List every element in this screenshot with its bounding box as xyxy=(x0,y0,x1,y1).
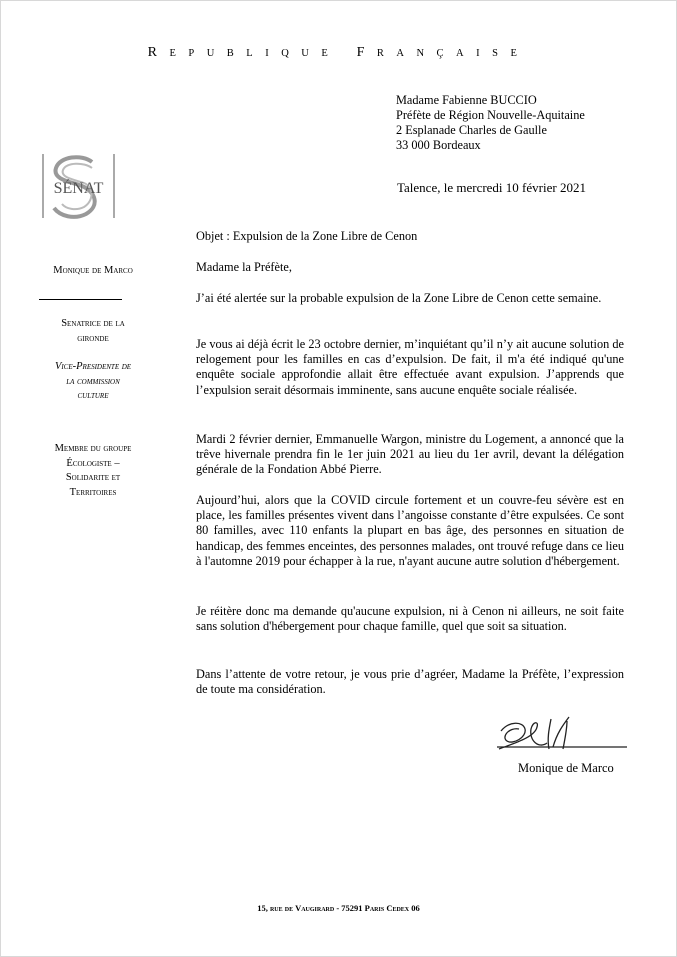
handwritten-signature xyxy=(495,713,630,763)
letter-date: Talence, le mercredi 10 février 2021 xyxy=(397,180,586,195)
header-initial-f: F xyxy=(356,45,377,60)
sidebar-group-line: Territoires xyxy=(69,486,117,498)
letter-paragraph: Mardi 2 février dernier, Emmanuelle Wargon, ministre du Logement, a annoncé que la trêve hivernale prendra fin le 1er juin 2021 au lieu du 1er avril, devant la délégation générale de la Fondation Abbé Pierre. xyxy=(196,432,624,477)
recipient-city: 33 000 Bordeaux xyxy=(396,138,481,152)
sidebar-divider xyxy=(39,299,122,300)
header-initial-r: R xyxy=(147,45,170,60)
sidebar-group-line: Membre du groupe xyxy=(54,443,132,454)
sidebar-role xyxy=(22,317,164,346)
sidebar-name: Monique de Marco xyxy=(53,265,133,276)
sidebar-group-line: Écologiste – xyxy=(66,457,120,469)
recipient-address-block xyxy=(396,93,585,153)
senat-logo xyxy=(42,152,117,220)
sidebar-vice-president xyxy=(22,360,164,404)
sidebar-role-line: gironde xyxy=(77,332,109,344)
recipient-name: Madame Fabienne BUCCIO xyxy=(396,93,537,107)
letter-paragraph: J’ai été alertée sur la probable expulsion de la Zone Libre de Cenon cette semaine. xyxy=(196,291,602,305)
sidebar-group-line: Solidarite et xyxy=(65,472,121,483)
sidebar-role-line: Senatrice de la xyxy=(61,318,125,329)
sidebar-group xyxy=(22,442,164,500)
header-republique-francaise xyxy=(0,44,677,61)
recipient-street: 2 Esplanade Charles de Gaulle xyxy=(396,123,547,137)
header-word-republique: EPUBLIQUE xyxy=(169,48,341,59)
header-word-francaise: RANÇAISE xyxy=(376,48,530,59)
footer-address: 15, rue de Vaugirard - 75291 Paris Cedex 06 xyxy=(257,903,420,913)
letter-paragraph: Aujourd’hui, alors que la COVID circule fortement et un couvre-feu sévère est en place, les familles présentes vivent dans l’angoisse constante d’être expulsées. Ce sont 80 familles, avec 110 enfants la plupart en bas âge, des personnes en situation de handicap, des femmes enceintes, des personnes malades, ont trouvé refuge dans ce lieu à l'automne 2019 pour échapper à la rue, n'ayant aucune autre solution d'hébergement. xyxy=(196,493,624,568)
signature-name: Monique de Marco xyxy=(518,761,614,775)
letter-salutation: Madame la Préfète, xyxy=(196,260,292,274)
letter-paragraph: Je vous ai déjà écrit le 23 octobre dernier, m’inquiétant qu’il n’y ait aucune solution de relogement pour les familles en cas d’expulsion. De fait, il m'a été indiqué qu'une enquête sociale approfondie allait être effectuée avant expulsion. J’apprends que l’expulsion serait désormais imminente, sans aucune enquête sociale réalisée. xyxy=(196,337,624,397)
letter-paragraph: Dans l’attente de votre retour, je vous prie d’agréer, Madame la Préfète, l’expression de toute ma considération. xyxy=(196,667,624,697)
letter-object: Objet : Expulsion de la Zone Libre de Cenon xyxy=(196,229,418,243)
recipient-title: Préfète de Région Nouvelle-Aquitaine xyxy=(396,108,585,122)
sidebar-vp-line: la commission xyxy=(66,375,120,387)
sidebar-vp-line: Vice-Presidente de xyxy=(54,361,132,372)
letter-paragraph: Je réitère donc ma demande qu'aucune expulsion, ni à Cenon ni ailleurs, ne soit faite sans solution d'hébergement pour chaque famille, quel que soit sa situation. xyxy=(196,604,624,634)
senat-logo-text: SÉNAT xyxy=(53,180,104,197)
sidebar-vp-line: culture xyxy=(77,390,109,401)
